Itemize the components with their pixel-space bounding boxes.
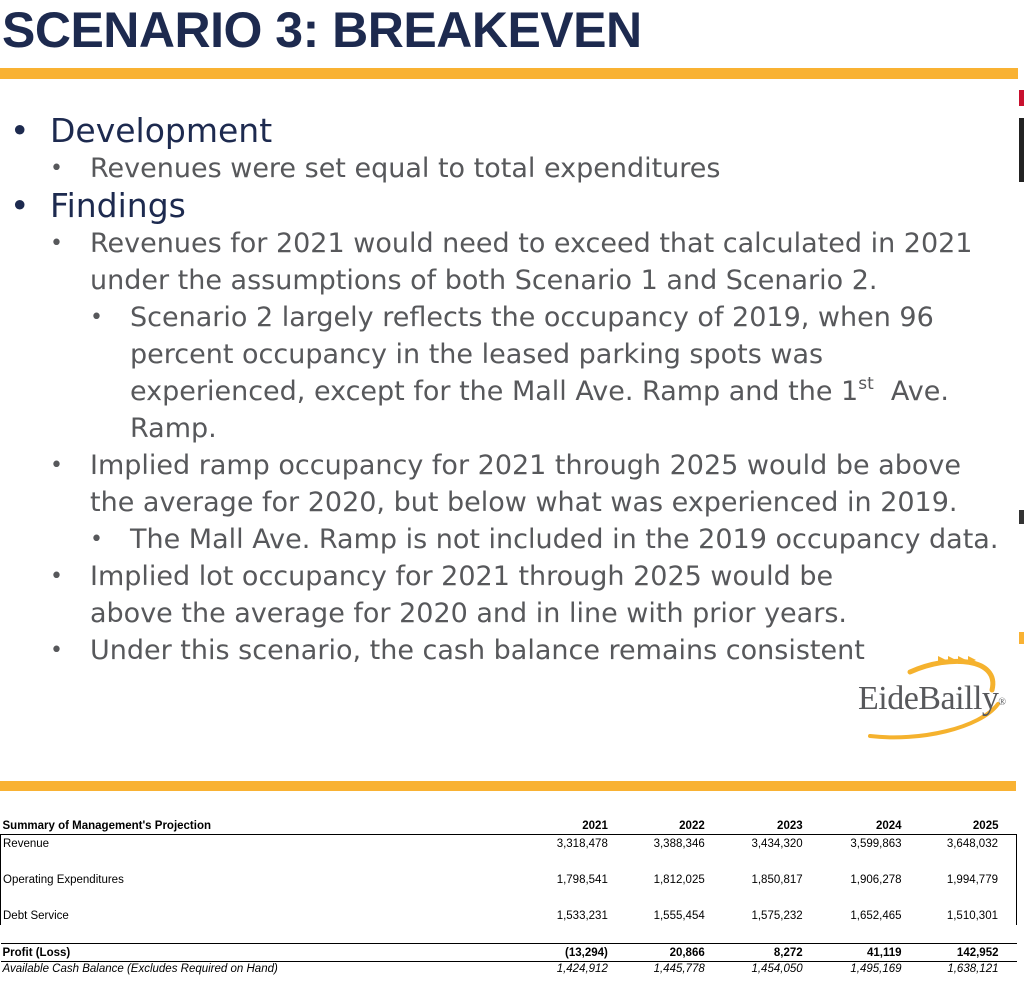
year-header: 2022	[610, 818, 707, 835]
section-heading: Development	[50, 111, 273, 150]
cell-value: 3,388,346	[653, 838, 705, 850]
bullet-dot: •	[90, 305, 103, 330]
row-label: Operating Expenditures	[1, 871, 510, 889]
cell-value: 1,906,278	[850, 874, 902, 886]
cell-value: 3,434,320	[751, 838, 803, 850]
logo-wordmark	[858, 680, 1006, 718]
bullet-list	[0, 112, 1020, 669]
row-label: Revenue	[1, 835, 510, 854]
cell-value: 1,454,050	[707, 962, 805, 979]
section-heading: Findings	[50, 186, 186, 225]
row-label: Profit (Loss)	[1, 944, 510, 962]
bullet-text: Under this scenario, the cash balance remains consistent	[90, 635, 865, 666]
bullet-item	[0, 447, 1020, 521]
cell-value: 1,652,465	[850, 910, 902, 922]
table-row-operating-expenditures	[1, 871, 1017, 889]
cell-value: 1,812,025	[653, 874, 705, 886]
cell-value: 1,424,912	[510, 962, 610, 979]
bullet-text: Revenues were set equal to total expenditures	[90, 153, 721, 184]
bullet-item	[0, 558, 1020, 632]
cell-value: 41,119	[805, 944, 904, 962]
top-accent-bar	[0, 68, 1018, 79]
bullet-text: Implied ramp occupancy for 2021 through 2025 would be above the average for 2020, but below what was experienced in 2019.	[90, 450, 961, 518]
cell-value: 3,318,478	[556, 838, 608, 850]
ordinal-suffix: st	[858, 374, 874, 394]
cell-value: 1,994,779	[904, 871, 1017, 889]
cell-value: 1,495,169	[805, 962, 904, 979]
table-row-revenue	[1, 835, 1017, 854]
table-row-available-cash	[1, 962, 1017, 979]
bullet-dot: •	[10, 186, 30, 225]
cell-value: 1,850,817	[751, 874, 803, 886]
cell-value: 1,798,541	[556, 874, 608, 886]
bullet-dot: •	[50, 638, 63, 663]
bullet-dot: •	[50, 231, 63, 256]
year-header: 2021	[510, 818, 610, 835]
sub-bullet-text-end: Ave. Ramp.	[130, 376, 958, 444]
eide-bailly-logo	[850, 650, 1020, 742]
registered-mark: ®	[998, 697, 1006, 708]
cell-value: 1,445,778	[610, 962, 707, 979]
table-row-debt-service	[1, 907, 1017, 925]
row-label: Debt Service	[1, 907, 510, 925]
cell-value: 1,510,301	[904, 907, 1017, 925]
cell-value: 8,272	[707, 944, 805, 962]
bullet-item	[0, 225, 1020, 299]
slide-title: SCENARIO 3: BREAKEVEN	[2, 2, 642, 58]
bullet-text: Revenues for 2021 would need to exceed that calculated in 2021 under the assumptions of both Scenario 1 and Scenario 2.	[90, 228, 973, 296]
table-header-row	[1, 818, 1017, 835]
cell-value: (13,294)	[510, 944, 610, 962]
bullet-dot: •	[90, 527, 103, 552]
bullet-dot: •	[50, 156, 63, 181]
year-header: 2025	[904, 818, 1017, 835]
cell-value: 1,575,232	[751, 910, 803, 922]
table-header-label: Summary of Management's Projection	[1, 818, 510, 835]
bullet-item	[0, 150, 1020, 187]
cell-value: 3,599,863	[850, 838, 902, 850]
sub-bullet-item	[0, 521, 1020, 558]
bullet-text: Implied lot occupancy for 2021 through 2025 would be above the average for 2020 and in line with prior years.	[90, 561, 847, 629]
cell-value: 1,555,454	[653, 910, 705, 922]
table-row-profit-loss	[1, 944, 1017, 962]
year-header: 2023	[707, 818, 805, 835]
cell-value: 1,533,231	[556, 910, 608, 922]
bullet-dot: •	[50, 564, 63, 589]
edge-mark-red	[1019, 90, 1024, 106]
projection-table	[0, 818, 1017, 978]
sub-bullet-text: The Mall Ave. Ramp is not included in the 2019 occupancy data.	[130, 524, 999, 555]
cell-value: 142,952	[904, 944, 1017, 962]
logo-name: EideBailly	[858, 680, 999, 717]
row-label: Available Cash Balance (Excludes Required on Hand)	[1, 962, 510, 979]
sub-bullet-text: Scenario 2 largely reflects the occupancy of 2019, when 96 percent occupancy in the leased parking spots was experienced, except for the Mall Ave. Ramp and the 1	[130, 302, 934, 407]
bullet-findings	[0, 187, 1020, 225]
sub-bullet-item	[0, 299, 1020, 447]
cell-value: 1,638,121	[904, 962, 1017, 979]
year-header: 2024	[805, 818, 904, 835]
bottom-accent-bar	[0, 781, 1016, 791]
cell-value: 3,648,032	[904, 835, 1017, 854]
bullet-development	[0, 112, 1020, 150]
cell-value: 20,866	[610, 944, 707, 962]
bullet-dot: •	[10, 111, 30, 150]
bullet-dot: •	[50, 453, 63, 478]
